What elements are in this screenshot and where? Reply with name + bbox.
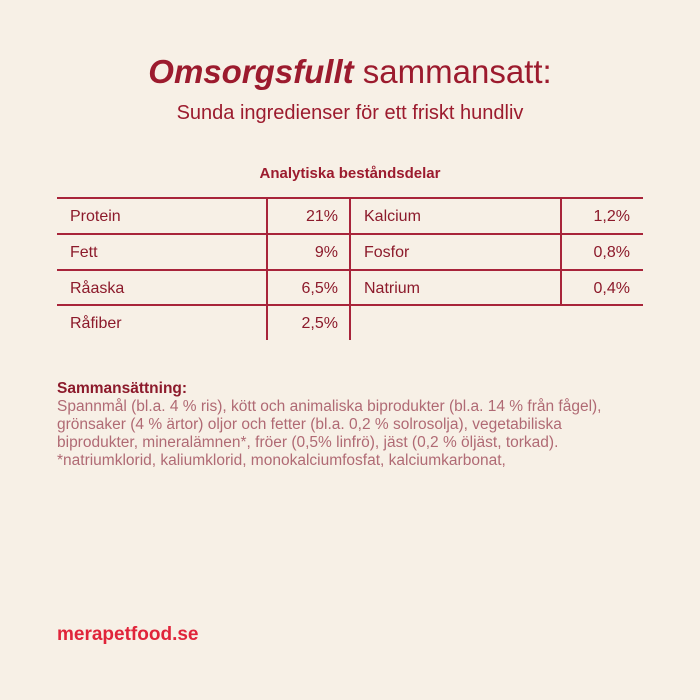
nutrient-label: Fett xyxy=(70,244,98,261)
title-emphasis: Omsorgsfullt xyxy=(148,53,354,90)
title-rest: sammansatt: xyxy=(353,53,552,90)
website-link[interactable]: merapetfood.se xyxy=(57,624,199,645)
nutrient-value: 21% xyxy=(305,208,338,225)
nutrient-label: Natrium xyxy=(364,280,421,297)
nutrient-value: 1,2% xyxy=(593,208,630,225)
composition-text: Spannmål (bl.a. 4 % ris), kött och animaliska biprodukter (bl.a. 14 % från fågel), grönsaker (4 % ärtor) oljor och fetter (bl.a. 0,2 % solrosolja), vegetabiliska biprodukter, mineralämnen*, fröer (0,5% linfrö), jäst (0,2 % öljäst, torkad). xyxy=(57,398,602,451)
page-title xyxy=(0,52,700,92)
nutrient-value: 0,4% xyxy=(593,280,630,297)
nutrient-label: Kalcium xyxy=(364,208,421,225)
nutrient-value: 9% xyxy=(314,244,338,261)
nutrient-value: 6,5% xyxy=(301,280,338,297)
nutrient-label: Råaska xyxy=(70,280,125,297)
nutrient-label: Fosfor xyxy=(364,244,410,261)
nutrient-value: 0,8% xyxy=(593,244,630,261)
composition-section xyxy=(57,380,647,470)
analysis-table-title: Analytiska beståndsdelar xyxy=(259,165,441,182)
nutrition-table xyxy=(57,197,643,340)
composition-footnote: *natriumklorid, kaliumklorid, monokalciumfosfat, kalciumkarbonat, xyxy=(57,452,506,469)
nutrient-value: 2,5% xyxy=(301,315,338,332)
nutrient-label: Råfiber xyxy=(70,315,122,332)
composition-heading: Sammansättning: xyxy=(57,380,188,397)
nutrient-label: Protein xyxy=(70,208,121,225)
subtitle: Sunda ingredienser för ett friskt hundliv xyxy=(176,102,524,124)
